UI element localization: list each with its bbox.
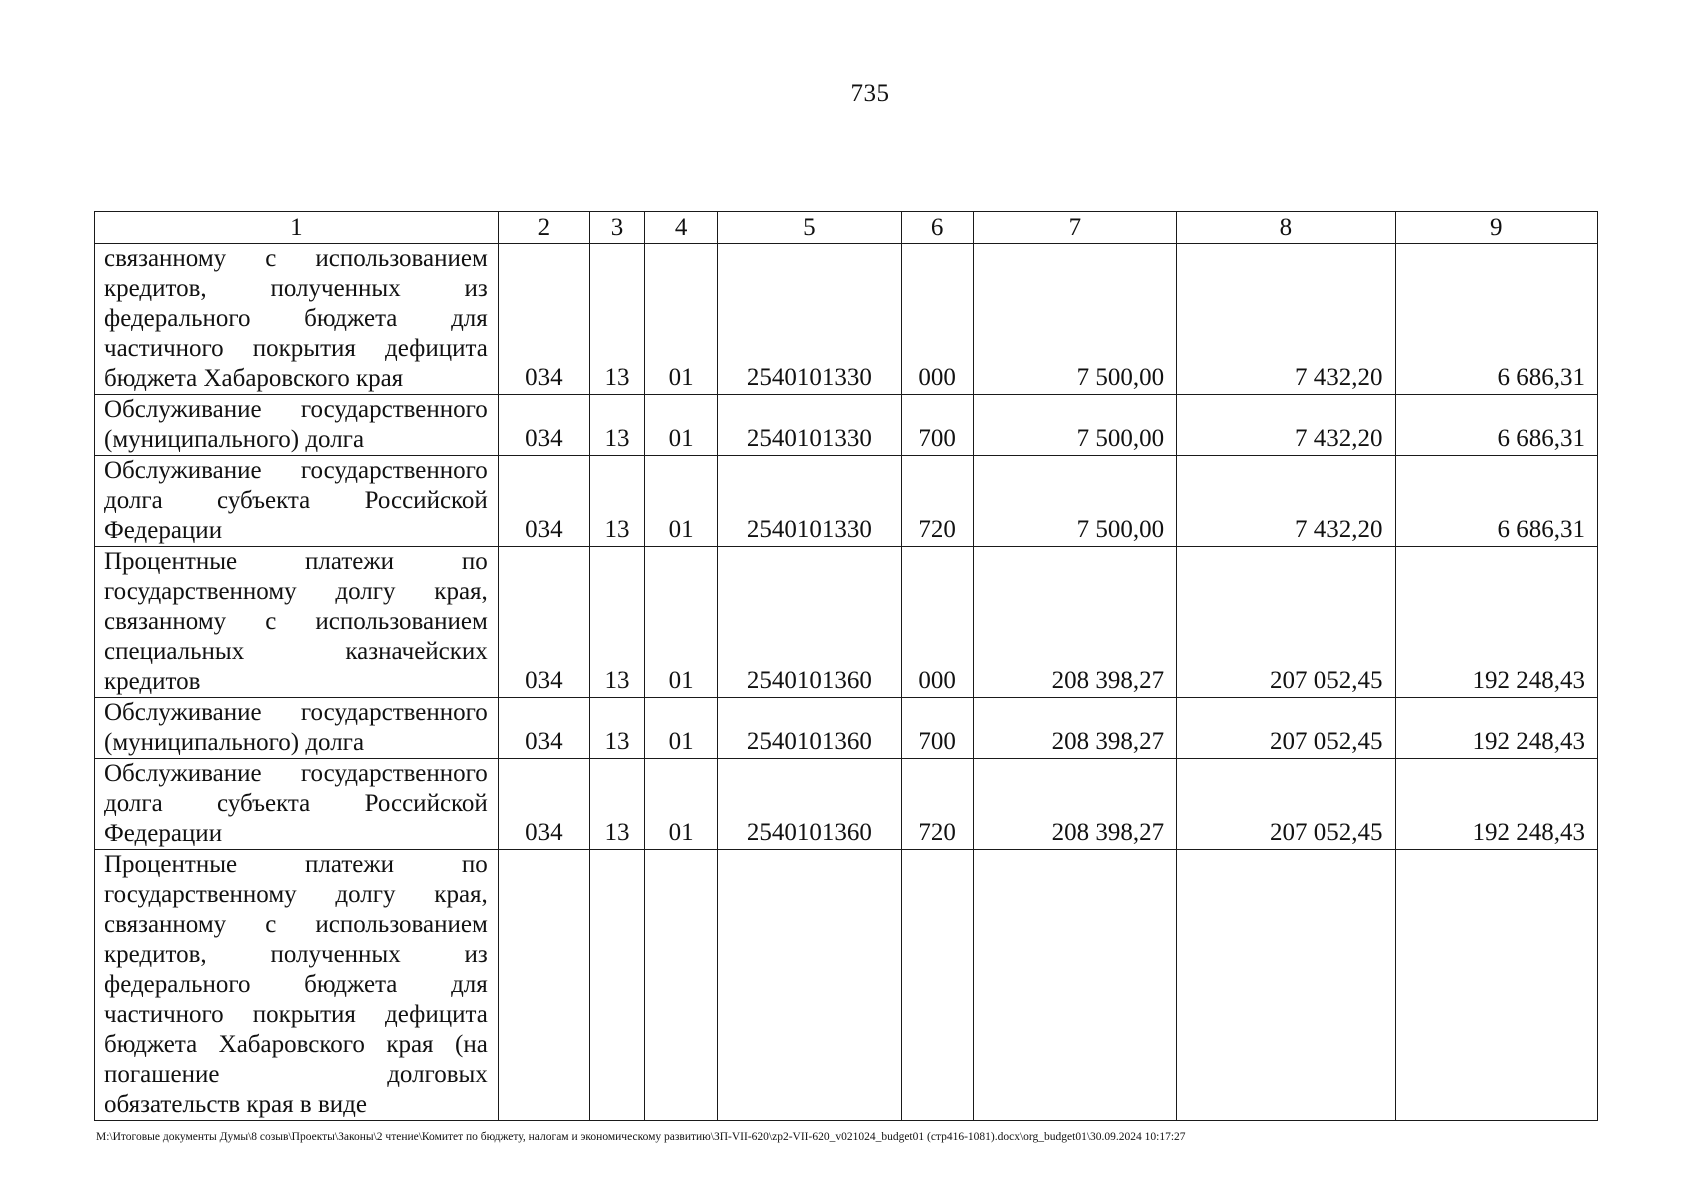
ved-cell: 034 xyxy=(498,547,589,698)
expense-name-cell xyxy=(95,850,499,1121)
amount-2025-cell: 207 052,45 xyxy=(1177,759,1395,850)
amount-2025-cell: 7 432,20 xyxy=(1177,395,1395,456)
expense-name-cell xyxy=(95,395,499,456)
header-cell-1: 1 xyxy=(95,212,499,244)
expense-name-cell xyxy=(95,547,499,698)
amount-2026-cell: 6 686,31 xyxy=(1395,456,1597,547)
ved-cell: 034 xyxy=(498,244,589,395)
ved-cell xyxy=(498,850,589,1121)
ved-cell: 034 xyxy=(498,456,589,547)
target-article-cell: 2540101330 xyxy=(718,456,901,547)
expense-name-line: (муниципального) долга xyxy=(104,426,365,453)
table-body xyxy=(95,244,1598,1121)
expense-name-line: погашение долговых xyxy=(104,1061,488,1088)
subsection-cell: 01 xyxy=(645,395,718,456)
header-cell-8: 8 xyxy=(1177,212,1395,244)
amount-2026-cell: 192 248,43 xyxy=(1395,547,1597,698)
expense-name-line: Обслуживание государственного xyxy=(104,760,488,787)
amount-2024-cell: 7 500,00 xyxy=(973,395,1176,456)
expense-name-line: долга субъекта Российской xyxy=(104,790,488,817)
subsection-cell xyxy=(645,850,718,1121)
table-row xyxy=(95,244,1598,395)
amount-2025-cell: 7 432,20 xyxy=(1177,456,1395,547)
table-row xyxy=(95,456,1598,547)
expense-name-line: Процентные платежи по xyxy=(104,851,488,878)
expense-type-cell: 000 xyxy=(901,547,973,698)
subsection-cell: 01 xyxy=(645,759,718,850)
expense-name-line: кредитов xyxy=(104,668,201,695)
expense-name-line: Обслуживание государственного xyxy=(104,396,488,423)
header-cell-7: 7 xyxy=(973,212,1176,244)
table-row xyxy=(95,547,1598,698)
amount-2026-cell: 6 686,31 xyxy=(1395,244,1597,395)
expense-type-cell: 720 xyxy=(901,456,973,547)
expense-name-line: кредитов, полученных из xyxy=(104,941,488,968)
expense-name-cell xyxy=(95,244,499,395)
footer-file-path: M:\Итоговые документы Думы\8 созыв\Проекты\Законы\2 чтение\Комитет по бюджету, налогам и экономическому развитию\ЗП-VII-620\zp2-VII-620_v021024_budget01 (стр416-1081).docx\org_budget01\30.09.2024 10:17:27 xyxy=(96,1131,1186,1143)
ved-cell: 034 xyxy=(498,759,589,850)
header-cell-6: 6 xyxy=(901,212,973,244)
amount-2024-cell: 208 398,27 xyxy=(973,759,1176,850)
expense-name-line: государственному долгу края, xyxy=(104,881,488,908)
target-article-cell: 2540101330 xyxy=(718,244,901,395)
expense-name-line: частичного покрытия дефицита xyxy=(104,335,488,362)
amount-2024-cell: 208 398,27 xyxy=(973,547,1176,698)
expense-name-line: бюджета Хабаровского края (на xyxy=(104,1031,488,1058)
expense-name-line: Обслуживание государственного xyxy=(104,699,488,726)
expense-name-line: связанному с использованием xyxy=(104,245,488,272)
table-row xyxy=(95,395,1598,456)
target-article-cell: 2540101360 xyxy=(718,698,901,759)
expense-name-line: частичного покрытия дефицита xyxy=(104,1001,488,1028)
target-article-cell: 2540101360 xyxy=(718,759,901,850)
expense-name-line: связанному с использованием xyxy=(104,911,488,938)
expense-type-cell xyxy=(901,850,973,1121)
section-cell: 13 xyxy=(589,395,644,456)
header-row xyxy=(95,212,1598,244)
expense-name-line: долга субъекта Российской xyxy=(104,487,488,514)
expense-name-cell xyxy=(95,759,499,850)
amount-2025-cell: 207 052,45 xyxy=(1177,698,1395,759)
section-cell xyxy=(589,850,644,1121)
expense-type-cell: 000 xyxy=(901,244,973,395)
expense-name-line: федерального бюджета для xyxy=(104,305,488,332)
expense-name-line: бюджета Хабаровского края xyxy=(104,365,404,392)
subsection-cell: 01 xyxy=(645,547,718,698)
header-cell-5: 5 xyxy=(718,212,901,244)
amount-2025-cell: 207 052,45 xyxy=(1177,547,1395,698)
ved-cell: 034 xyxy=(498,395,589,456)
header-cell-9: 9 xyxy=(1395,212,1597,244)
expense-name-cell xyxy=(95,698,499,759)
amount-2024-cell: 7 500,00 xyxy=(973,244,1176,395)
expense-name-line: федерального бюджета для xyxy=(104,971,488,998)
expense-type-cell: 700 xyxy=(901,395,973,456)
expense-type-cell: 700 xyxy=(901,698,973,759)
section-cell: 13 xyxy=(589,244,644,395)
expense-name-line: государственному долгу края, xyxy=(104,578,488,605)
expense-name-line: связанному с использованием xyxy=(104,608,488,635)
amount-2026-cell: 192 248,43 xyxy=(1395,698,1597,759)
amount-2024-cell: 208 398,27 xyxy=(973,698,1176,759)
section-cell: 13 xyxy=(589,698,644,759)
target-article-cell xyxy=(718,850,901,1121)
amount-2024-cell: 7 500,00 xyxy=(973,456,1176,547)
amount-2026-cell: 6 686,31 xyxy=(1395,395,1597,456)
table-row xyxy=(95,850,1598,1121)
subsection-cell: 01 xyxy=(645,698,718,759)
expense-name-line: Процентные платежи по xyxy=(104,548,488,575)
expense-name-line: обязательств края в виде xyxy=(104,1091,367,1118)
section-cell: 13 xyxy=(589,759,644,850)
expense-type-cell: 720 xyxy=(901,759,973,850)
ved-cell: 034 xyxy=(498,698,589,759)
expense-name-line: специальных казначейских xyxy=(104,638,488,665)
amount-2025-cell: 7 432,20 xyxy=(1177,244,1395,395)
expense-name-line: Федерации xyxy=(104,517,223,544)
expense-name-cell xyxy=(95,456,499,547)
target-article-cell: 2540101360 xyxy=(718,547,901,698)
table-row xyxy=(95,759,1598,850)
header-cell-3: 3 xyxy=(589,212,644,244)
expense-name-line: (муниципального) долга xyxy=(104,729,365,756)
table-row xyxy=(95,698,1598,759)
amount-2025-cell xyxy=(1177,850,1395,1121)
amount-2026-cell: 192 248,43 xyxy=(1395,759,1597,850)
expense-name-line: Федерации xyxy=(104,820,223,847)
target-article-cell: 2540101330 xyxy=(718,395,901,456)
header-cell-2: 2 xyxy=(498,212,589,244)
expense-name-line: кредитов, полученных из xyxy=(104,275,488,302)
page-number: 735 xyxy=(850,80,890,107)
budget-table xyxy=(94,211,1598,1121)
amount-2024-cell xyxy=(973,850,1176,1121)
subsection-cell: 01 xyxy=(645,456,718,547)
subsection-cell: 01 xyxy=(645,244,718,395)
section-cell: 13 xyxy=(589,547,644,698)
expense-name-line: Обслуживание государственного xyxy=(104,457,488,484)
section-cell: 13 xyxy=(589,456,644,547)
amount-2026-cell xyxy=(1395,850,1597,1121)
header-cell-4: 4 xyxy=(645,212,718,244)
